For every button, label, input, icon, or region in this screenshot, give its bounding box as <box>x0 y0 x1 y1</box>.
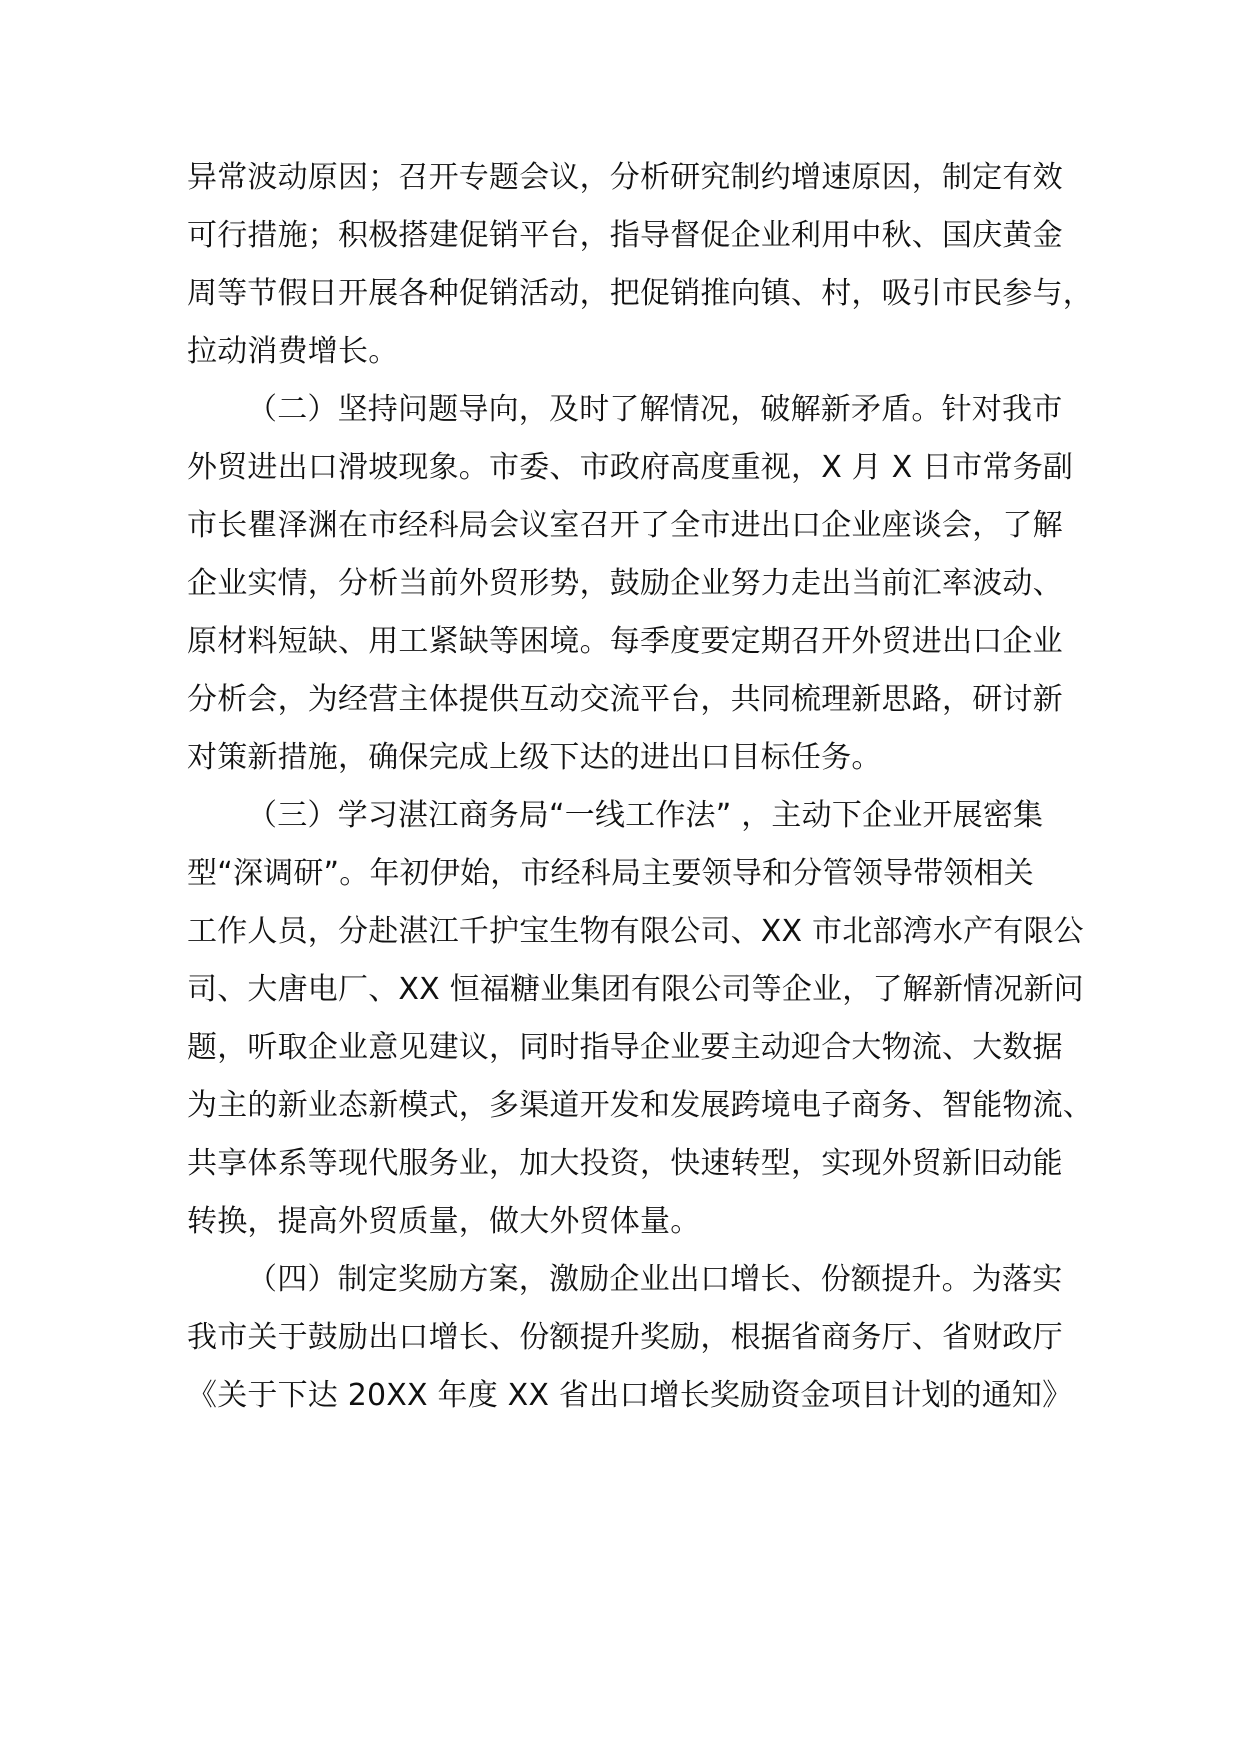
text-line-18: 共享体系等现代服务业，加大投资，快速转型，实现外贸新旧动能 <box>187 1146 1063 1181</box>
text-line-1: 异常波动原因；召开专题会议，分析研究制约增速原因，制定有效 <box>187 160 1063 195</box>
text-line-14: 工作人员，分赴湛江千护宝生物有限公司、XX 市北部湾水产有限公 <box>187 914 1084 949</box>
text-line-22: 《关于下达 20XX 年度 XX 省出口增长奖励资金项目计划的通知》 <box>187 1378 1073 1413</box>
text-line-19: 转换，提高外贸质量，做大外贸体量。 <box>187 1204 701 1239</box>
text-line-13: 型“深调研”。年初伊始，市经科局主要领导和分管领导带领相关 <box>187 856 1034 891</box>
paragraph-4-start: （四）制定奖励方案，激励企业出口增长、份额提升。为落实 <box>247 1262 1063 1297</box>
text-line-4: 拉动消费增长。 <box>187 334 399 369</box>
text-line-9: 原材料短缺、用工紧缺等困境。每季度要定期召开外贸进出口企业 <box>187 624 1063 659</box>
text-line-21: 我市关于鼓励出口增长、份额提升奖励，根据省商务厅、省财政厅 <box>187 1320 1063 1355</box>
text-line-10: 分析会，为经营主体提供互动交流平台，共同梳理新思路，研讨新 <box>187 682 1063 717</box>
text-line-17: 为主的新业态新模式，多渠道开发和发展跨境电子商务、智能物流、 <box>187 1088 1093 1123</box>
paragraph-3-start: （三）学习湛江商务局“一线工作法” ，主动下企业开展密集 <box>247 798 1044 833</box>
text-line-11: 对策新措施，确保完成上级下达的进出口目标任务。 <box>187 740 882 775</box>
text-line-2: 可行措施；积极搭建促销平台，指导督促企业利用中秋、国庆黄金 <box>187 218 1063 253</box>
text-line-7: 市长瞿泽渊在市经科局会议室召开了全市进出口企业座谈会，了解 <box>187 508 1063 543</box>
text-line-15: 司、大唐电厂、XX 恒福糖业集团有限公司等企业，了解新情况新问 <box>187 972 1084 1007</box>
text-line-6: 外贸进出口滑坡现象。市委、市政府高度重视，X 月 X 日市常务副 <box>187 450 1074 485</box>
text-line-16: 题，听取企业意见建议，同时指导企业要主动迎合大物流、大数据 <box>187 1030 1063 1065</box>
text-line-3: 周等节假日开展各种促销活动，把促销推向镇、村，吸引市民参与， <box>187 276 1093 311</box>
paragraph-2-start: （二）坚持问题导向，及时了解情况，破解新矛盾。针对我市 <box>247 392 1063 427</box>
text-line-8: 企业实情，分析当前外贸形势，鼓励企业努力走出当前汇率波动、 <box>187 566 1063 601</box>
